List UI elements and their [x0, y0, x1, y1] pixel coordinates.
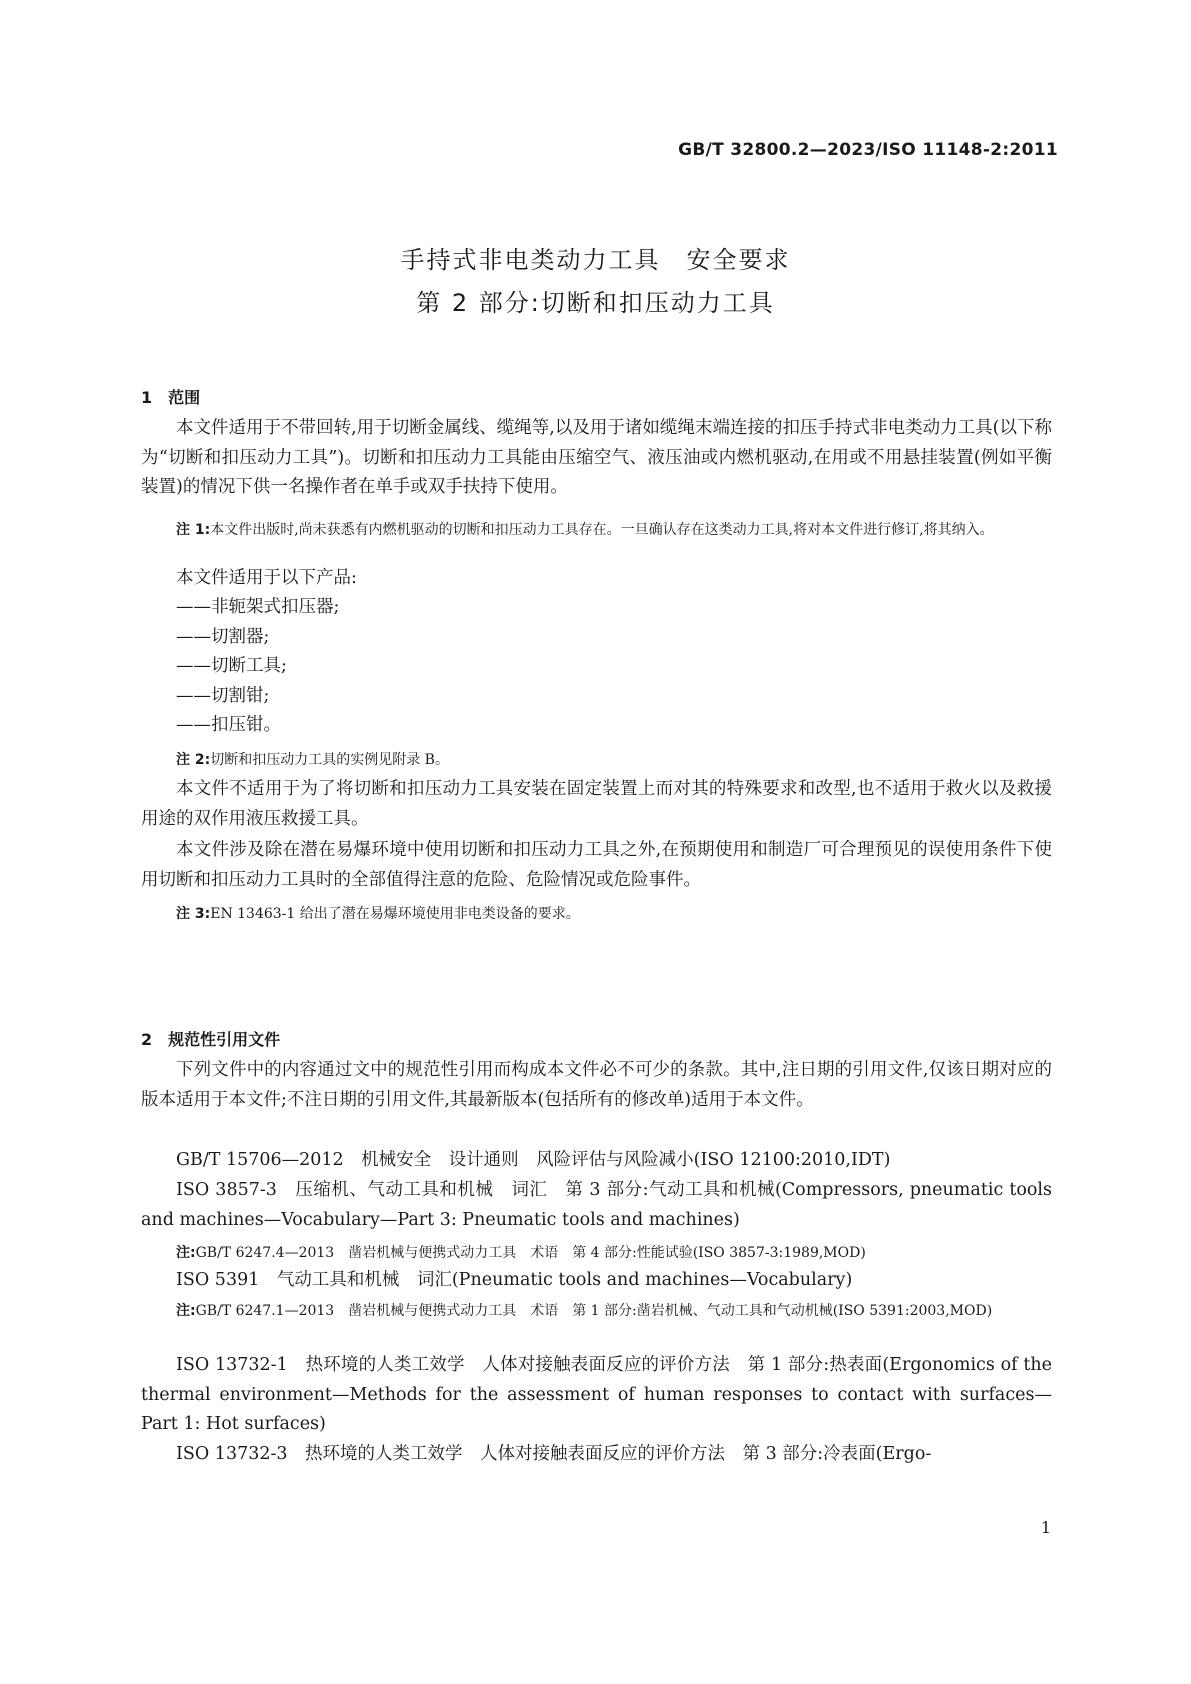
note-label: 注:	[176, 1303, 196, 1319]
note-1	[176, 519, 1052, 542]
section-2-heading: 2 规范性引用文件	[141, 1030, 281, 1049]
list-item: ——切割器;	[176, 626, 270, 647]
section-1-paragraph-3: 本文件不适用于为了将切断和扣压动力工具安装在固定装置上而对其的特殊要求和改型,也不适用于救火以及救援用途的双作用液压救援工具。	[141, 779, 1052, 829]
title-line-2: 第 2 部分:切断和扣压动力工具	[416, 289, 775, 317]
title-line-1: 手持式非电类动力工具 安全要求	[400, 246, 791, 274]
reference-iso-13732-3: ISO 13732-3 热环境的人类工效学 人体对接触表面反应的评价方法 第 3 部分:冷表面(Ergo-	[176, 1444, 932, 1464]
list-item: ——扣压钳。	[176, 715, 281, 735]
note-3	[176, 903, 1052, 926]
note-2-label: 注 2:	[176, 752, 211, 768]
note-text: GB/T 6247.1—2013 凿岩机械与便携式动力工具 术语 第 1 部分:凿岩机械、气动工具和气动机械(ISO 5391:2003,MOD)	[195, 1303, 993, 1319]
section-1-paragraph-4: 本文件涉及除在潜在易爆环境中使用切断和扣压动力工具之外,在预期使用和制造厂可合理预见的误使用条件下使用切断和扣压动力工具时的全部值得注意的危险、危险情况或危险事件。	[141, 840, 1052, 890]
note-1-text: 本文件出版时,尚未获悉有内燃机驱动的切断和扣压动力工具存在。一旦确认存在这类动力工具,将对本文件进行修订,将其纳入。	[210, 522, 994, 538]
note-label: 注:	[176, 1245, 196, 1261]
note-2	[176, 749, 1052, 772]
section-1-paragraph-2: 本文件适用于以下产品:	[176, 568, 357, 588]
reference-iso-5391: ISO 5391 气动工具和机械 词汇(Pneumatic tools and machines—Vocabulary)	[176, 1270, 853, 1290]
standard-number: GB/T 32800.2—2023/ISO 11148-2:2011	[678, 140, 1058, 160]
note-3-text: EN 13463-1 给出了潜在易爆环境使用非电类设备的要求。	[210, 906, 580, 922]
page-number: 1	[1040, 1518, 1051, 1537]
note-1-label: 注 1:	[176, 522, 211, 538]
reference-iso-13732-1: ISO 13732-1 热环境的人类工效学 人体对接触表面反应的评价方法 第 1 部分:热表面(Ergonomics of the thermal environment—Methods for the assessment of human responses to contact with surfaces—Part 1: Hot surfaces)	[141, 1355, 1058, 1434]
section-1-paragraph-1: 本文件适用于不带回转,用于切断金属线、缆绳等,以及用于诸如缆绳末端连接的扣压手持式非电类动力工具(以下称为“切断和扣压动力工具”)。切断和扣压动力工具能由压缩空气、液压油或内燃机驱动,在用或不用悬挂装置(例如平衡装置)的情况下供一名操作者在单手或双手扶持下使用。	[141, 418, 1052, 497]
reference-iso-5391-note	[176, 1300, 1052, 1323]
reference-gbt-15706: GB/T 15706—2012 机械安全 设计通则 风险评估与风险减小(ISO 12100:2010,IDT)	[176, 1150, 891, 1170]
list-item: ——非轭架式扣压器;	[176, 597, 340, 617]
list-item: ——切割钳;	[176, 685, 270, 706]
reference-iso-3857-3: ISO 3857-3 压缩机、气动工具和机械 词汇 第 3 部分:气动工具和机械(Compressors, pneumatic tools and machines—Vocabulary—Part 3: Pneumatic tools and machines)	[141, 1180, 1058, 1230]
note-text: GB/T 6247.4—2013 凿岩机械与便携式动力工具 术语 第 4 部分:性能试验(ISO 3857-3:1989,MOD)	[195, 1245, 866, 1261]
note-3-label: 注 3:	[176, 906, 211, 922]
section-1-heading: 1 范围	[141, 388, 201, 407]
section-2-paragraph-1: 下列文件中的内容通过文中的规范性引用而构成本文件必不可少的条款。其中,注日期的引用文件,仅该日期对应的版本适用于本文件;不注日期的引用文件,其最新版本(包括所有的修改单)适用于本文件。	[141, 1060, 1052, 1110]
product-list	[141, 593, 1052, 741]
list-item: ——切断工具;	[176, 656, 287, 676]
reference-iso-3857-3-note	[176, 1242, 1052, 1265]
note-2-text: 切断和扣压动力工具的实例见附录 B。	[210, 752, 449, 768]
